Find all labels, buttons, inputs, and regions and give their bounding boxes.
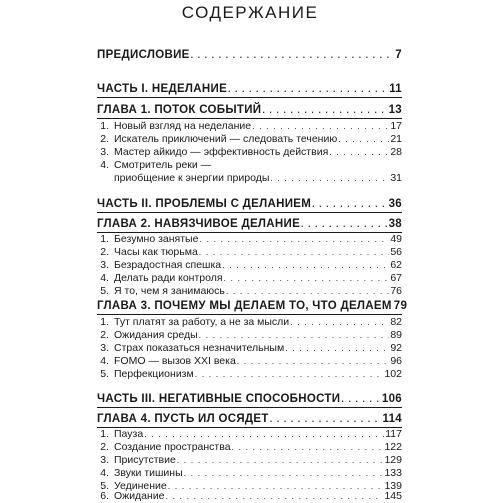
toc-item[interactable] — [97, 133, 402, 146]
toc-entry-label: Уединение — [114, 480, 167, 492]
toc-item[interactable] — [97, 368, 402, 381]
divider — [97, 97, 402, 98]
toc-part-1[interactable] — [97, 83, 402, 96]
toc-page-number: 11 — [389, 83, 402, 95]
toc-entry-label: FOMO — вызов XXI века — [114, 355, 236, 367]
toc-entry-label: Перфекционизм — [114, 368, 194, 380]
toc-item[interactable] — [97, 441, 402, 454]
item-number: 2. — [100, 329, 109, 341]
toc-preface[interactable] — [97, 49, 402, 62]
leader-dots — [270, 413, 382, 426]
leader-dots — [237, 355, 390, 368]
leader-dots — [270, 172, 389, 185]
item-number: 4. — [100, 467, 109, 479]
toc-page-number: 122 — [384, 441, 402, 453]
leader-dots — [329, 146, 389, 159]
toc-page-number: 7 — [395, 49, 402, 61]
item-number: 1. — [100, 316, 109, 328]
leader-dots — [222, 259, 389, 272]
toc-entry-label: ЧАСТЬ I. НЕДЕЛАНИЕ — [97, 83, 228, 95]
toc-page-number: 38 — [388, 218, 402, 230]
item-number: 1. — [100, 233, 109, 245]
item-number: 2. — [100, 246, 109, 258]
toc-page-number: 56 — [390, 246, 402, 258]
toc-part-3[interactable] — [97, 393, 402, 406]
toc-entry-label: приобщение к энергии природы — [114, 172, 270, 184]
toc-entry-label: Искатель приключений — следовать течению — [114, 133, 338, 145]
divider — [97, 407, 402, 408]
leader-dots — [341, 393, 381, 406]
leader-dots — [166, 490, 384, 503]
toc-item[interactable] — [97, 285, 402, 298]
leader-dots — [199, 329, 390, 342]
toc-item-continuation[interactable] — [97, 172, 402, 185]
toc-page-number: 129 — [384, 454, 402, 466]
toc-entry-label: ЧАСТЬ II. ПРОБЛЕМЫ С ДЕЛАНИЕМ — [97, 198, 312, 210]
leader-dots — [199, 233, 389, 246]
page-title: СОДЕРЖАНИЕ — [181, 3, 319, 22]
toc-page-number: 139 — [384, 480, 402, 492]
toc-page-number: 102 — [384, 368, 402, 380]
leader-dots — [224, 272, 390, 285]
toc-entry-label: ГЛАВА 3. ПОЧЕМУ МЫ ДЕЛАЕМ ТО, ЧТО ДЕЛАЕМ — [97, 300, 392, 312]
toc-entry-label: Пауза — [114, 428, 144, 440]
item-number: 5. — [100, 285, 109, 297]
toc-item[interactable] — [97, 490, 402, 503]
leader-dots — [312, 198, 387, 211]
toc-page-number: 21 — [390, 133, 402, 145]
toc-part-2[interactable] — [97, 198, 402, 211]
toc-item[interactable] — [97, 428, 402, 441]
toc-entry-label: Ожидание — [114, 490, 165, 502]
item-number: 3. — [100, 259, 109, 271]
leader-dots — [338, 133, 389, 146]
toc-page-number: 92 — [390, 342, 402, 354]
toc-page-number: 36 — [388, 198, 402, 210]
toc-entry-label: Безрадостная спешка — [114, 259, 222, 271]
toc-entry-label: Новый взгляд на неделание — [114, 120, 252, 132]
toc-entry-label: Я то, чем я занимаюсь — [114, 285, 225, 297]
toc-page-number: 89 — [390, 329, 402, 341]
toc-entry-label: Тут платят за работу, а не за мысли — [114, 316, 290, 328]
toc-page-number: 62 — [390, 259, 402, 271]
item-number: 1. — [100, 428, 109, 440]
toc-entry-label: ПРЕДИСЛОВИЕ — [97, 49, 190, 61]
leader-dots — [226, 285, 389, 298]
toc-item[interactable] — [97, 159, 402, 172]
toc-entry-label: Звуки тишины — [114, 467, 183, 479]
toc-page-number: 145 — [384, 490, 402, 502]
toc-page-number: 133 — [384, 467, 402, 479]
toc-page-number: 117 — [385, 428, 402, 440]
toc-entry-label: Часы как тюрьма — [114, 246, 198, 258]
toc-page-number: 67 — [390, 272, 402, 284]
divider — [97, 118, 402, 119]
toc-page-number: 13 — [388, 104, 402, 116]
toc-entry-label: ЧАСТЬ III. НЕГАТИВНЫЕ СПОСОБНОСТИ — [97, 393, 341, 405]
toc-entry-label: ГЛАВА 2. НАВЯЗЧИВОЕ ДЕЛАНИЕ — [97, 218, 301, 230]
divider — [97, 314, 402, 315]
leader-dots — [144, 428, 384, 441]
toc-entry-label: Страх показаться незначительным — [114, 342, 285, 354]
item-number: 5. — [100, 480, 109, 492]
toc-page-number: 31 — [390, 172, 402, 184]
leader-dots — [191, 49, 395, 62]
toc-page-number: 96 — [390, 355, 402, 367]
toc-entry-label: Мастер айкидо — эффективность действия — [114, 146, 329, 158]
toc-page-number: 17 — [390, 120, 402, 132]
item-number: 3. — [100, 342, 109, 354]
toc-entry-label: ГЛАВА 1. ПОТОК СОБЫТИЙ — [97, 104, 262, 116]
divider — [97, 212, 402, 213]
item-number: 2. — [100, 441, 109, 453]
toc-chapter-4[interactable] — [97, 413, 402, 426]
toc-chapter-1[interactable] — [97, 104, 402, 117]
toc-entry-label: ГЛАВА 4. ПУСТЬ ИЛ ОСЯДЕТ — [97, 413, 269, 425]
toc-entry-label: Создание пространства — [114, 441, 231, 453]
toc-page-number: 82 — [390, 316, 402, 328]
toc-item[interactable] — [97, 342, 402, 355]
toc-item[interactable] — [97, 329, 402, 342]
toc-page-number: 76 — [390, 285, 402, 297]
leader-dots — [301, 218, 388, 231]
toc-page-number: 79 — [393, 300, 408, 312]
toc-item[interactable] — [97, 272, 402, 285]
toc-page-number: 28 — [390, 146, 402, 158]
item-number: 4. — [100, 272, 109, 284]
toc-entry-label: Безумно занятые — [114, 233, 199, 245]
toc-entry-label: Присутствие — [114, 454, 176, 466]
toc-page-number: 114 — [382, 413, 402, 425]
leader-dots — [228, 83, 388, 96]
leader-dots — [177, 454, 384, 467]
leader-dots — [199, 246, 390, 259]
item-number: 4. — [100, 355, 109, 367]
toc-page-number: 106 — [381, 393, 402, 405]
leader-dots — [232, 441, 384, 454]
leader-dots — [290, 316, 389, 329]
toc-page-number: 49 — [390, 233, 402, 245]
leader-dots — [184, 467, 384, 480]
item-number: 1. — [100, 120, 109, 132]
toc-item[interactable] — [97, 233, 402, 246]
item-number: 3. — [100, 146, 109, 158]
toc-item[interactable] — [97, 454, 402, 467]
toc-item[interactable] — [97, 316, 402, 329]
leader-dots — [262, 104, 387, 117]
toc-chapter-3[interactable] — [97, 300, 408, 313]
toc-item[interactable] — [97, 467, 402, 480]
toc-entry-label: Ожидания среды — [114, 329, 198, 341]
item-number: 2. — [100, 133, 109, 145]
item-number: 3. — [100, 454, 109, 466]
toc-entry-label: Делать ради контроля — [114, 272, 223, 284]
leader-dots — [285, 342, 389, 355]
leader-dots — [195, 368, 384, 381]
toc-item[interactable] — [97, 259, 402, 272]
toc-entry-label: Смотритель реки — — [114, 159, 212, 171]
item-number: 4. — [100, 159, 109, 171]
toc-item[interactable] — [97, 120, 402, 133]
toc-chapter-2[interactable] — [97, 218, 402, 231]
item-number: 6. — [100, 490, 109, 502]
toc-item[interactable] — [97, 146, 402, 159]
item-number: 5. — [100, 368, 109, 380]
toc-item[interactable] — [97, 355, 402, 368]
toc-item[interactable] — [97, 246, 402, 259]
leader-dots — [252, 120, 389, 133]
